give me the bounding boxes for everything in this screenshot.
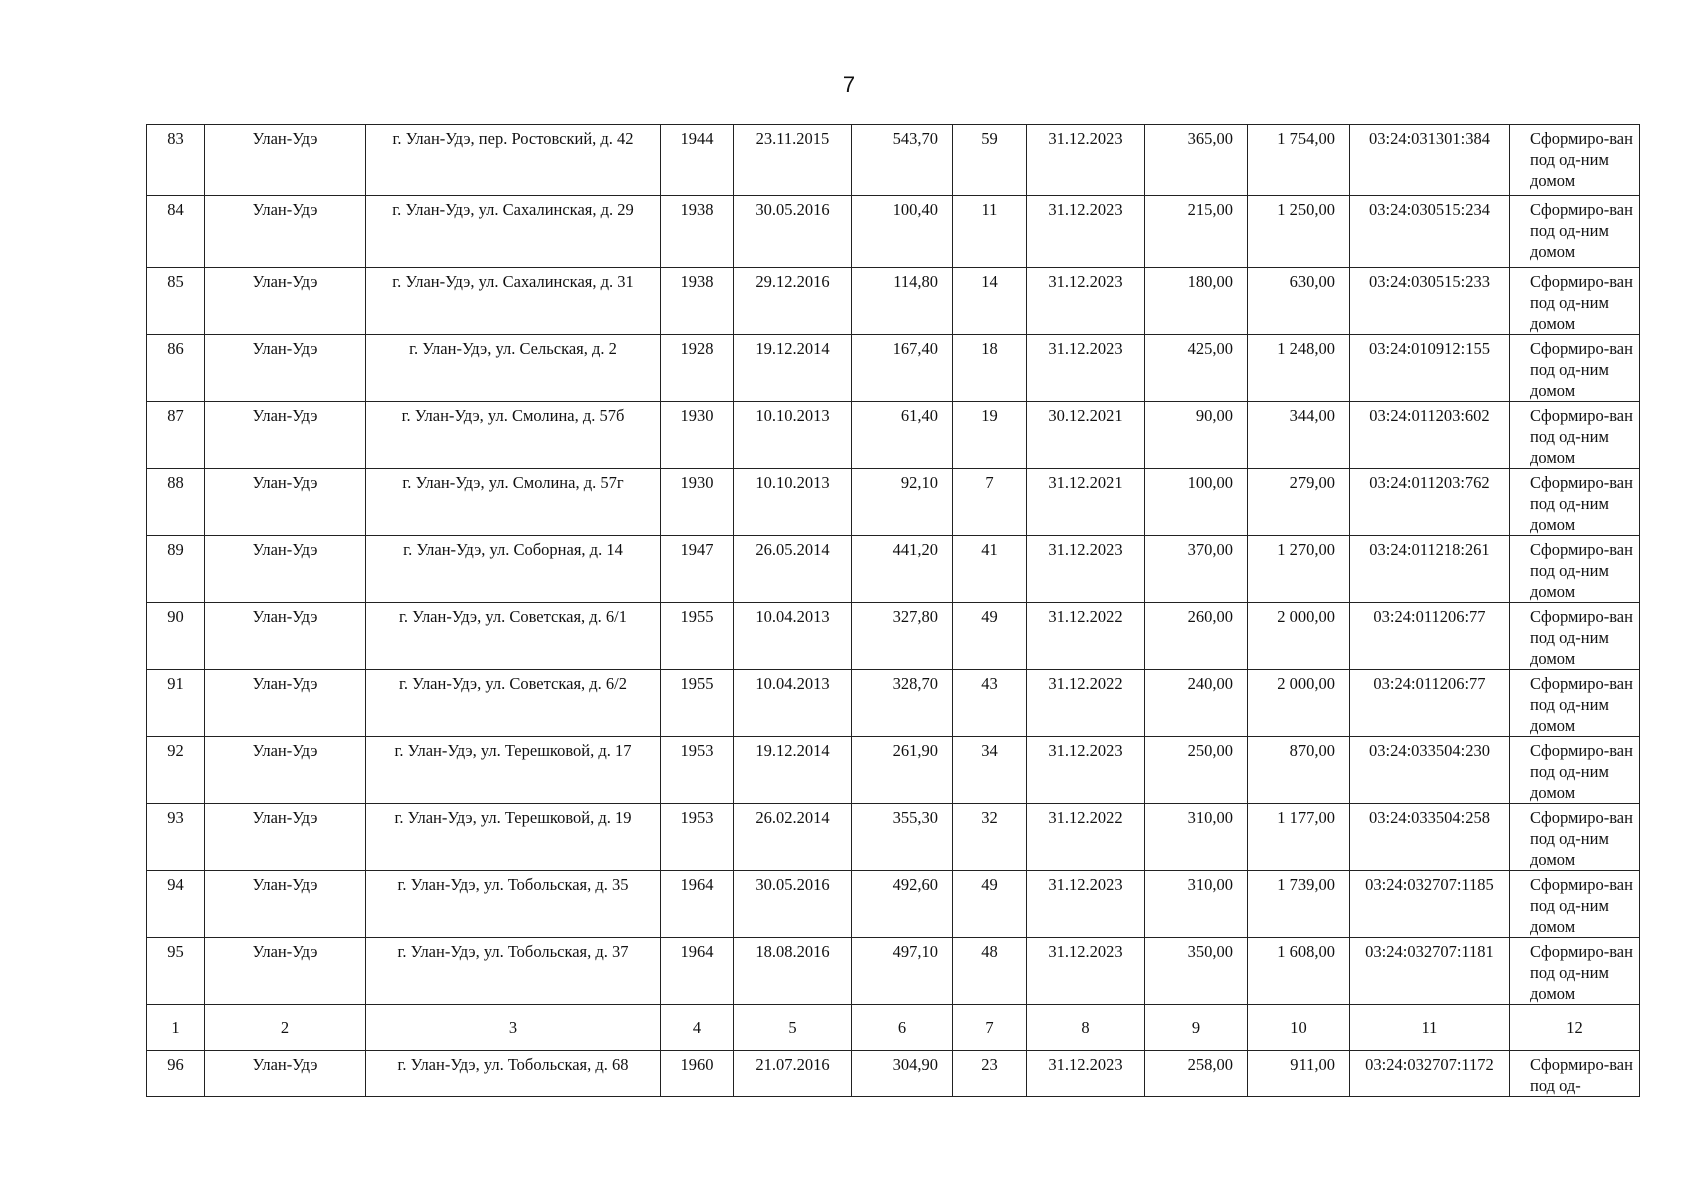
row-number: 90 xyxy=(147,603,205,670)
address-cell: г. Улан-Удэ, ул. Сельская, д. 2 xyxy=(366,335,661,402)
year-cell: 1930 xyxy=(661,402,734,469)
year-cell: 1930 xyxy=(661,469,734,536)
table-row xyxy=(147,938,1640,1005)
year-cell: 1944 xyxy=(661,125,734,196)
residents-cell: 18 xyxy=(953,335,1027,402)
address-cell: г. Улан-Удэ, ул. Советская, д. 6/2 xyxy=(366,670,661,737)
recognition-date-cell: 30.05.2016 xyxy=(734,871,852,938)
page-number: 7 xyxy=(842,72,856,97)
column-number-header: 6 xyxy=(852,1005,953,1051)
plot-area-cell: 1 754,00 xyxy=(1248,125,1350,196)
note-cell: Сформиро-ван под од-ним домом xyxy=(1510,125,1640,196)
area-cell: 497,10 xyxy=(852,938,953,1005)
plot-area-cell: 1 177,00 xyxy=(1248,804,1350,871)
area-cell: 100,40 xyxy=(852,196,953,268)
city-cell: Улан-Удэ xyxy=(205,125,366,196)
row-number: 94 xyxy=(147,871,205,938)
area-cell: 167,40 xyxy=(852,335,953,402)
year-cell: 1953 xyxy=(661,737,734,804)
note-cell: Сформиро-ван под од-ним домом xyxy=(1510,268,1640,335)
address-cell: г. Улан-Удэ, ул. Тобольская, д. 37 xyxy=(366,938,661,1005)
recognition-date-cell: 29.12.2016 xyxy=(734,268,852,335)
cadastral-number-cell: 03:24:011218:261 xyxy=(1350,536,1510,603)
city-cell: Улан-Удэ xyxy=(205,469,366,536)
city-cell: Улан-Удэ xyxy=(205,536,366,603)
resettlement-deadline-cell: 31.12.2023 xyxy=(1027,196,1145,268)
note-cell: Сформиро-ван под од-ним домом xyxy=(1510,804,1640,871)
note-cell: Сформиро-ван под од-ним домом xyxy=(1510,670,1640,737)
column-number-header: 1 xyxy=(147,1005,205,1051)
column-number-header: 2 xyxy=(205,1005,366,1051)
residents-cell: 59 xyxy=(953,125,1027,196)
plot-area-cell: 870,00 xyxy=(1248,737,1350,804)
year-cell: 1955 xyxy=(661,670,734,737)
note-cell: Сформиро-ван под од-ним домом xyxy=(1510,737,1640,804)
land-area-cell: 215,00 xyxy=(1145,196,1248,268)
recognition-date-cell: 10.04.2013 xyxy=(734,603,852,670)
row-number: 95 xyxy=(147,938,205,1005)
city-cell: Улан-Удэ xyxy=(205,268,366,335)
resettlement-deadline-cell: 31.12.2023 xyxy=(1027,871,1145,938)
column-number-header: 8 xyxy=(1027,1005,1145,1051)
row-number: 88 xyxy=(147,469,205,536)
resettlement-deadline-cell: 31.12.2022 xyxy=(1027,603,1145,670)
resettlement-deadline-cell: 31.12.2022 xyxy=(1027,670,1145,737)
cadastral-number-cell: 03:24:011206:77 xyxy=(1350,603,1510,670)
residents-cell: 23 xyxy=(953,1051,1027,1097)
plot-area-cell: 2 000,00 xyxy=(1248,670,1350,737)
column-number-header: 9 xyxy=(1145,1005,1248,1051)
table-row xyxy=(147,871,1640,938)
table-row xyxy=(147,335,1640,402)
table-row xyxy=(147,125,1640,196)
cadastral-number-cell: 03:24:032707:1185 xyxy=(1350,871,1510,938)
year-cell: 1955 xyxy=(661,603,734,670)
year-cell: 1964 xyxy=(661,871,734,938)
note-cell: Сформиро-ван под од-ним домом xyxy=(1510,402,1640,469)
land-area-cell: 90,00 xyxy=(1145,402,1248,469)
residents-cell: 48 xyxy=(953,938,1027,1005)
residents-cell: 7 xyxy=(953,469,1027,536)
row-number: 91 xyxy=(147,670,205,737)
table-row xyxy=(147,804,1640,871)
area-cell: 114,80 xyxy=(852,268,953,335)
table-row xyxy=(147,603,1640,670)
note-cell: Сформиро-ван под од-ним домом xyxy=(1510,871,1640,938)
residents-cell: 49 xyxy=(953,871,1027,938)
column-number-row xyxy=(147,1005,1640,1051)
recognition-date-cell: 18.08.2016 xyxy=(734,938,852,1005)
area-cell: 355,30 xyxy=(852,804,953,871)
residents-cell: 32 xyxy=(953,804,1027,871)
residents-cell: 14 xyxy=(953,268,1027,335)
recognition-date-cell: 19.12.2014 xyxy=(734,737,852,804)
cadastral-number-cell: 03:24:031301:384 xyxy=(1350,125,1510,196)
plot-area-cell: 2 000,00 xyxy=(1248,603,1350,670)
resettlement-deadline-cell: 30.12.2021 xyxy=(1027,402,1145,469)
plot-area-cell: 1 248,00 xyxy=(1248,335,1350,402)
land-area-cell: 240,00 xyxy=(1145,670,1248,737)
note-cell: Сформиро-ван под од-ним домом xyxy=(1510,196,1640,268)
cadastral-number-cell: 03:24:033504:230 xyxy=(1350,737,1510,804)
resettlement-deadline-cell: 31.12.2023 xyxy=(1027,1051,1145,1097)
residents-cell: 43 xyxy=(953,670,1027,737)
recognition-date-cell: 26.02.2014 xyxy=(734,804,852,871)
note-cell: Сформиро-ван под од-ним домом xyxy=(1510,335,1640,402)
city-cell: Улан-Удэ xyxy=(205,402,366,469)
resettlement-deadline-cell: 31.12.2023 xyxy=(1027,335,1145,402)
recognition-date-cell: 21.07.2016 xyxy=(734,1051,852,1097)
recognition-date-cell: 10.04.2013 xyxy=(734,670,852,737)
plot-area-cell: 1 608,00 xyxy=(1248,938,1350,1005)
row-number: 85 xyxy=(147,268,205,335)
row-number: 83 xyxy=(147,125,205,196)
recognition-date-cell: 30.05.2016 xyxy=(734,196,852,268)
row-number: 84 xyxy=(147,196,205,268)
residents-cell: 11 xyxy=(953,196,1027,268)
plot-area-cell: 630,00 xyxy=(1248,268,1350,335)
column-number-header: 10 xyxy=(1248,1005,1350,1051)
row-number: 86 xyxy=(147,335,205,402)
cadastral-number-cell: 03:24:011206:77 xyxy=(1350,670,1510,737)
row-number: 92 xyxy=(147,737,205,804)
address-cell: г. Улан-Удэ, ул. Терешковой, д. 19 xyxy=(366,804,661,871)
resettlement-deadline-cell: 31.12.2023 xyxy=(1027,268,1145,335)
column-number-header: 11 xyxy=(1350,1005,1510,1051)
recognition-date-cell: 19.12.2014 xyxy=(734,335,852,402)
land-area-cell: 100,00 xyxy=(1145,469,1248,536)
column-number-header: 7 xyxy=(953,1005,1027,1051)
table-row xyxy=(147,737,1640,804)
table-row xyxy=(147,536,1640,603)
city-cell: Улан-Удэ xyxy=(205,196,366,268)
note-cell: Сформиро-ван под од- xyxy=(1510,1051,1640,1097)
note-cell: Сформиро-ван под од-ним домом xyxy=(1510,469,1640,536)
residents-cell: 34 xyxy=(953,737,1027,804)
address-cell: г. Улан-Удэ, ул. Смолина, д. 57г xyxy=(366,469,661,536)
plot-area-cell: 1 739,00 xyxy=(1248,871,1350,938)
land-area-cell: 350,00 xyxy=(1145,938,1248,1005)
note-cell: Сформиро-ван под од-ним домом xyxy=(1510,938,1640,1005)
address-cell: г. Улан-Удэ, ул. Сахалинская, д. 29 xyxy=(366,196,661,268)
cadastral-number-cell: 03:24:011203:762 xyxy=(1350,469,1510,536)
plot-area-cell: 344,00 xyxy=(1248,402,1350,469)
table-row xyxy=(147,1051,1640,1097)
note-cell: Сформиро-ван под од-ним домом xyxy=(1510,603,1640,670)
land-area-cell: 258,00 xyxy=(1145,1051,1248,1097)
land-area-cell: 260,00 xyxy=(1145,603,1248,670)
city-cell: Улан-Удэ xyxy=(205,603,366,670)
year-cell: 1938 xyxy=(661,196,734,268)
recognition-date-cell: 23.11.2015 xyxy=(734,125,852,196)
address-cell: г. Улан-Удэ, ул. Сахалинская, д. 31 xyxy=(366,268,661,335)
note-cell: Сформиро-ван под од-ним домом xyxy=(1510,536,1640,603)
year-cell: 1964 xyxy=(661,938,734,1005)
city-cell: Улан-Удэ xyxy=(205,1051,366,1097)
area-cell: 328,70 xyxy=(852,670,953,737)
cadastral-number-cell: 03:24:011203:602 xyxy=(1350,402,1510,469)
land-area-cell: 310,00 xyxy=(1145,871,1248,938)
year-cell: 1953 xyxy=(661,804,734,871)
year-cell: 1938 xyxy=(661,268,734,335)
resettlement-deadline-cell: 31.12.2023 xyxy=(1027,125,1145,196)
land-area-cell: 250,00 xyxy=(1145,737,1248,804)
city-cell: Улан-Удэ xyxy=(205,804,366,871)
table-row xyxy=(147,196,1640,268)
resettlement-deadline-cell: 31.12.2022 xyxy=(1027,804,1145,871)
recognition-date-cell: 26.05.2014 xyxy=(734,536,852,603)
table-row xyxy=(147,268,1640,335)
land-area-cell: 180,00 xyxy=(1145,268,1248,335)
column-number-header: 5 xyxy=(734,1005,852,1051)
year-cell: 1947 xyxy=(661,536,734,603)
address-cell: г. Улан-Удэ, ул. Тобольская, д. 35 xyxy=(366,871,661,938)
cadastral-number-cell: 03:24:033504:258 xyxy=(1350,804,1510,871)
table-body xyxy=(147,125,1640,1097)
land-area-cell: 365,00 xyxy=(1145,125,1248,196)
area-cell: 543,70 xyxy=(852,125,953,196)
row-number: 89 xyxy=(147,536,205,603)
plot-area-cell: 1 250,00 xyxy=(1248,196,1350,268)
address-cell: г. Улан-Удэ, ул. Соборная, д. 14 xyxy=(366,536,661,603)
address-cell: г. Улан-Удэ, ул. Терешковой, д. 17 xyxy=(366,737,661,804)
recognition-date-cell: 10.10.2013 xyxy=(734,469,852,536)
plot-area-cell: 279,00 xyxy=(1248,469,1350,536)
resettlement-deadline-cell: 31.12.2023 xyxy=(1027,536,1145,603)
cadastral-number-cell: 03:24:030515:234 xyxy=(1350,196,1510,268)
resettlement-deadline-cell: 31.12.2021 xyxy=(1027,469,1145,536)
residents-cell: 41 xyxy=(953,536,1027,603)
resettlement-deadline-cell: 31.12.2023 xyxy=(1027,938,1145,1005)
cadastral-number-cell: 03:24:032707:1181 xyxy=(1350,938,1510,1005)
area-cell: 261,90 xyxy=(852,737,953,804)
table-row xyxy=(147,402,1640,469)
address-cell: г. Улан-Удэ, ул. Смолина, д. 57б xyxy=(366,402,661,469)
column-number-header: 12 xyxy=(1510,1005,1640,1051)
row-number: 96 xyxy=(147,1051,205,1097)
area-cell: 492,60 xyxy=(852,871,953,938)
city-cell: Улан-Удэ xyxy=(205,737,366,804)
area-cell: 327,80 xyxy=(852,603,953,670)
city-cell: Улан-Удэ xyxy=(205,871,366,938)
residents-cell: 19 xyxy=(953,402,1027,469)
year-cell: 1960 xyxy=(661,1051,734,1097)
address-cell: г. Улан-Удэ, ул. Советская, д. 6/1 xyxy=(366,603,661,670)
address-cell: г. Улан-Удэ, ул. Тобольская, д. 68 xyxy=(366,1051,661,1097)
address-cell: г. Улан-Удэ, пер. Ростовский, д. 42 xyxy=(366,125,661,196)
cadastral-number-cell: 03:24:032707:1172 xyxy=(1350,1051,1510,1097)
area-cell: 92,10 xyxy=(852,469,953,536)
housing-registry-table xyxy=(146,124,1640,1097)
resettlement-deadline-cell: 31.12.2023 xyxy=(1027,737,1145,804)
land-area-cell: 425,00 xyxy=(1145,335,1248,402)
area-cell: 61,40 xyxy=(852,402,953,469)
cadastral-number-cell: 03:24:010912:155 xyxy=(1350,335,1510,402)
plot-area-cell: 1 270,00 xyxy=(1248,536,1350,603)
cadastral-number-cell: 03:24:030515:233 xyxy=(1350,268,1510,335)
area-cell: 304,90 xyxy=(852,1051,953,1097)
city-cell: Улан-Удэ xyxy=(205,335,366,402)
table-row xyxy=(147,670,1640,737)
row-number: 93 xyxy=(147,804,205,871)
row-number: 87 xyxy=(147,402,205,469)
city-cell: Улан-Удэ xyxy=(205,670,366,737)
city-cell: Улан-Удэ xyxy=(205,938,366,1005)
column-number-header: 4 xyxy=(661,1005,734,1051)
column-number-header: 3 xyxy=(366,1005,661,1051)
year-cell: 1928 xyxy=(661,335,734,402)
area-cell: 441,20 xyxy=(852,536,953,603)
recognition-date-cell: 10.10.2013 xyxy=(734,402,852,469)
land-area-cell: 310,00 xyxy=(1145,804,1248,871)
plot-area-cell: 911,00 xyxy=(1248,1051,1350,1097)
residents-cell: 49 xyxy=(953,603,1027,670)
table-row xyxy=(147,469,1640,536)
land-area-cell: 370,00 xyxy=(1145,536,1248,603)
